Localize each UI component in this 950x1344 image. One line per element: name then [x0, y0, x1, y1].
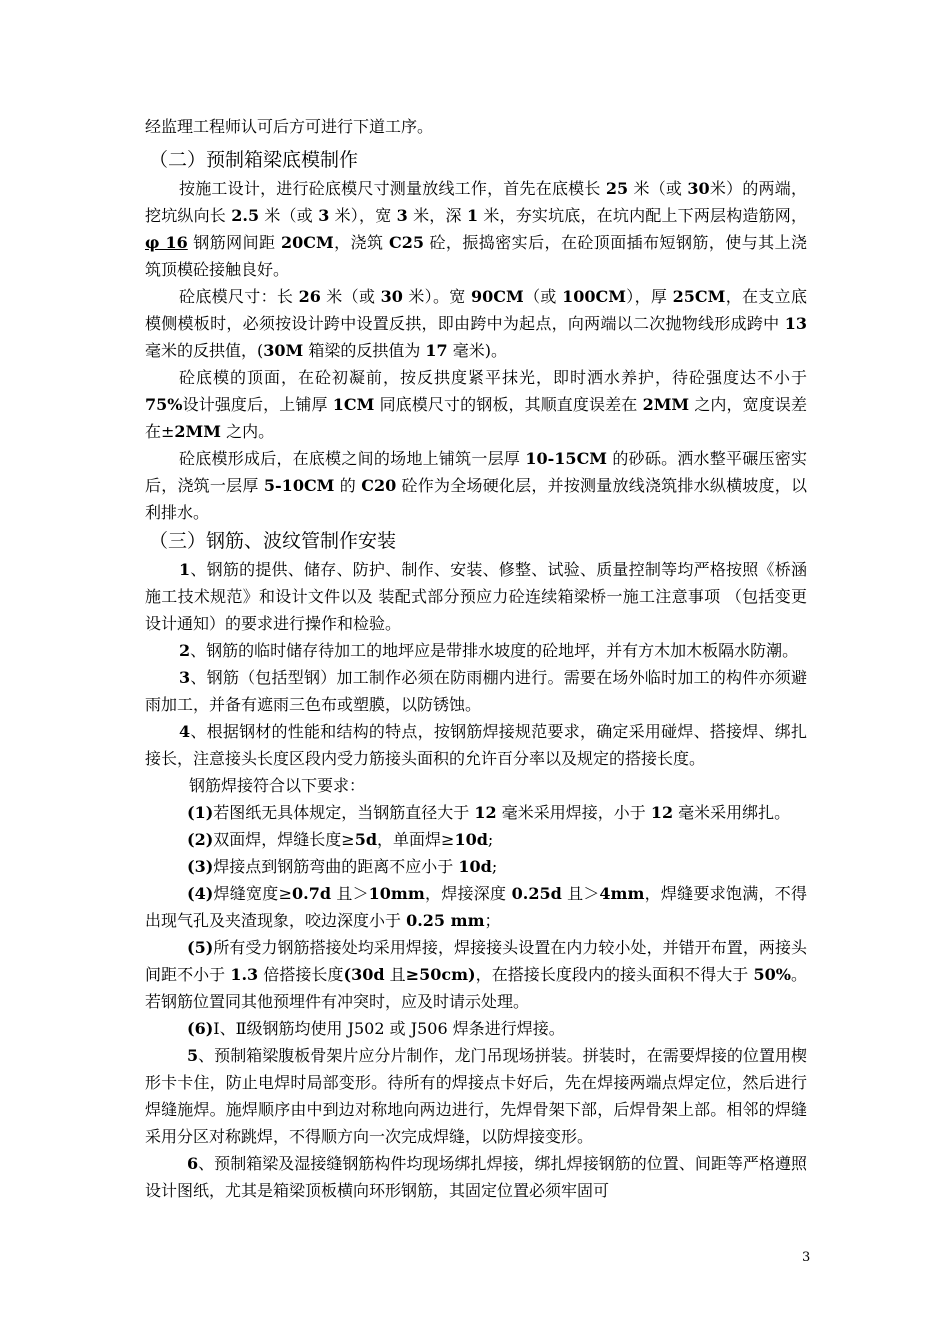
- section-heading-2: （二）预制箱梁底模制作: [149, 149, 359, 171]
- paragraph-bottom-mold-1: 按施工设计，进行砼底模尺寸测量放线工作，首先在底模长 25 米（或 30米）的两端，挖坑纵向长 2.5 米（或 3 米），宽 3 米，深 1 米，夯实坑底，在坑内配上下两层构造筋网，φ 16 钢筋网间距 20CM，浇筑 C25 砼，振捣密实后，在砼顶面插布短钢筋，使与其上浇筑顶模砼接触良好。: [145, 179, 808, 279]
- welding-rule-1: (1)若图纸无具体规定，当钢筋直径大于 12 毫米采用焊接，小于 12 毫米采用绑扎。: [187, 803, 791, 822]
- paragraph-rebar-6: 6、预制箱梁及湿接缝钢筋构件均现场绑扎焊接，绑扎焊接钢筋的位置、间距等严格遵照设计图纸，尤其是箱梁顶板横向环形钢筋，其固定位置必须牢固可: [145, 1154, 807, 1200]
- welding-rule-6: (6)Ⅰ、Ⅱ级钢筋均使用 J502 或 J506 焊条进行焊接。: [187, 1019, 565, 1038]
- paragraph-rebar-2: 2、钢筋的临时储存待加工的地坪应是带排水坡度的砼地坪，并有方木加木板隔水防潮。: [179, 641, 799, 660]
- section-heading-3: （三）钢筋、波纹管制作安装: [149, 530, 397, 552]
- welding-rule-3: (3)焊接点到钢筋弯曲的距离不应小于 10d;: [187, 857, 498, 876]
- welding-rule-4: (4)焊缝宽度≥0.7d 且＞10mm，焊接深度 0.25d 且＞4mm，焊缝要求饱满，不得出现气孔及夹渣现象，咬边深度小于 0.25 mm；: [145, 884, 807, 930]
- paragraph-bottom-mold-4: 砼底模形成后，在底模之间的场地上铺筑一层厚 10-15CM 的砂砾。洒水整平碾压密实后，浇筑一层厚 5-10CM 的 C20 砼作为全场硬化层，并按测量放线浇筑排水纵横坡度，以利排水。: [145, 449, 807, 522]
- paragraph-rebar-5: 5、预制箱梁腹板骨架片应分片制作，龙门吊现场拼装。拼装时，在需要焊接的位置用楔形卡卡住，防止电焊时局部变形。待所有的焊接点卡好后，先在焊接两端点焊定位，然后进行焊缝施焊。施焊顺序由中到边对称地向两边进行，先焊骨架下部，后焊骨架上部。相邻的焊缝采用分区对称跳焊，不得顺方向一次完成焊缝，以防焊接变形。: [145, 1046, 807, 1146]
- page-number: 3: [802, 1250, 811, 1265]
- paragraph-bottom-mold-3: 砼底模的顶面，在砼初凝前，按反拱度紧平抹光，即时洒水养护，待砼强度达不小于 75%设计强度后，上铺厚 1CM 同底模尺寸的钢板，其顺直度误差在 2MM 之内，宽度误差在±2MM 之内。: [145, 368, 807, 441]
- paragraph-bottom-mold-2: 砼底模尺寸：长 26 米（或 30 米）。宽 90CM（或 100CM），厚 25CM，在支立底模侧模板时，必须按设计跨中设置反拱，即由跨中为起点，向两端以二次抛物线形成跨中 13 毫米的反拱值，(30M 箱梁的反拱值为 17 毫米)。: [145, 287, 807, 360]
- welding-requirements-intro: 钢筋焊接符合以下要求：: [189, 776, 366, 795]
- paragraph-rebar-3: 3、钢筋（包括型钢）加工制作必须在防雨棚内进行。需要在场外临时加工的构件亦须避雨加工，并备有遮雨三色布或塑膜，以防锈蚀。: [145, 668, 807, 714]
- paragraph-rebar-4: 4、根据钢材的性能和结构的特点，按钢筋焊接规范要求，确定采用碰焊、搭接焊、绑扎接长，注意接头长度区段内受力筋接头面积的允许百分率以及规定的搭接长度。: [145, 722, 807, 768]
- body-text: [145, 113, 807, 1204]
- welding-rule-2: (2)双面焊，焊缝长度≥5d，单面焊≥10d;: [187, 830, 494, 849]
- paragraph-continuation: 经监理工程师认可后方可进行下道工序。: [145, 117, 434, 136]
- paragraph-rebar-1: 1、钢筋的提供、储存、防护、制作、安装、修整、试验、质量控制等均严格按照《桥涵施工技术规范》和设计文件以及 装配式部分预应力砼连续箱梁桥一施工注意事项 （包括变更设计通知）的要求进行操作和检验。: [145, 560, 807, 633]
- welding-rule-5: (5)所有受力钢筋搭接处均采用焊接，焊接接头设置在内力较小处，并错开布置，两接头间距不小于 1.3 倍搭接长度(30d 且≥50cm)，在搭接长度段内的接头面积不得大于 50%。若钢筋位置同其他预埋件有冲突时，应及时请示处理。: [145, 938, 807, 1011]
